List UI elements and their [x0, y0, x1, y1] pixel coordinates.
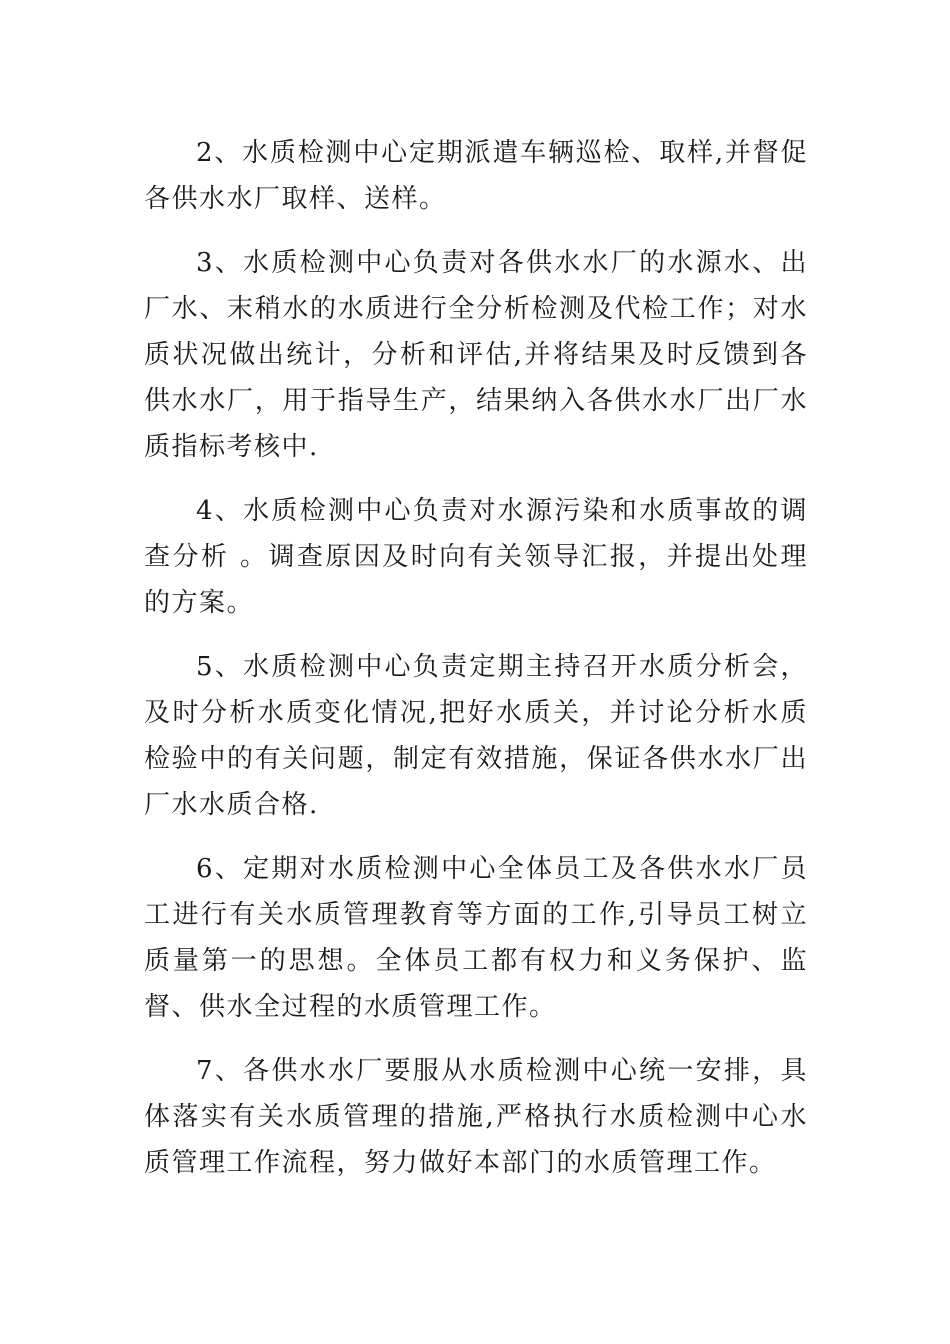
document-body [144, 130, 808, 1204]
paragraph-item-4: 4、水质检测中心负责对水源污染和水质事故的调查分析 。调查原因及时向有关领导汇报，并提出处理的方案。 [144, 496, 808, 618]
paragraph-item-2: 2、水质检测中心定期派遣车辆巡检、取样,并督促各供水水厂取样、送样。 [144, 138, 808, 214]
paragraph-item-6: 6、定期对水质检测中心全体员工及各供水水厂员工进行有关水质管理教育等方面的工作,引导员工树立质量第一的思想。全体员工都有权力和义务保护、监督、供水全过程的水质管理工作。 [144, 854, 808, 1022]
paragraph-item-3: 3、水质检测中心负责对各供水水厂的水源水、出厂水、末稍水的水质进行全分析检测及代检工作；对水质状况做出统计，分析和评估,并将结果及时反馈到各供水水厂，用于指导生产，结果纳入各供水水厂出厂水质指标考核中. [144, 248, 808, 462]
paragraph-item-5: 5、水质检测中心负责定期主持召开水质分析会，及时分析水质变化情况,把好水质关，并讨论分析水质检验中的有关问题，制定有效措施，保证各供水水厂出厂水水质合格. [144, 652, 808, 820]
paragraph-item-7: 7、各供水水厂要服从水质检测中心统一安排，具体落实有关水质管理的措施,严格执行水质检测中心水质管理工作流程，努力做好本部门的水质管理工作。 [144, 1056, 808, 1178]
